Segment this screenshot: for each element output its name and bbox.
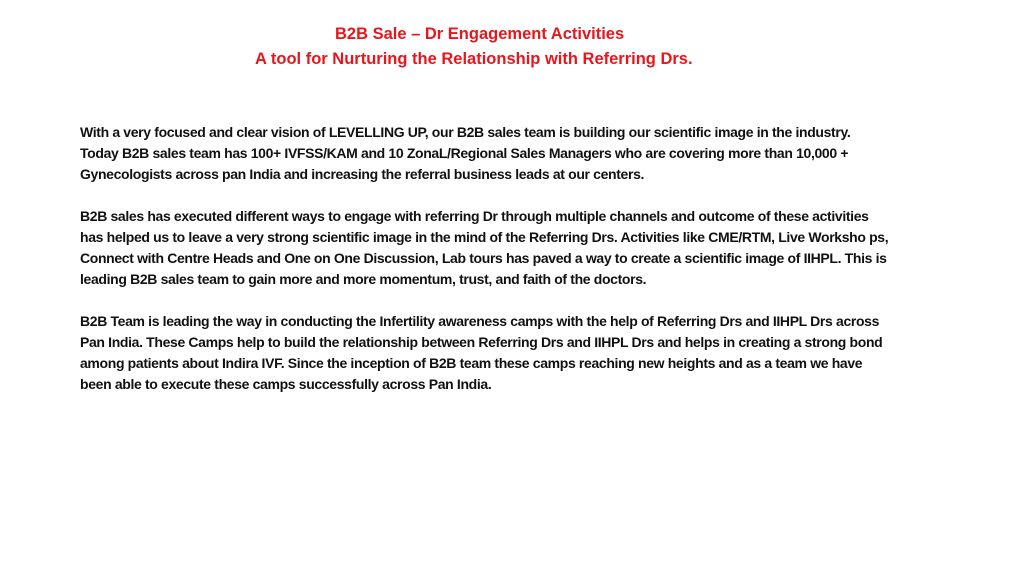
paragraph-engagement — [80, 206, 980, 290]
paragraph-line: been able to execute these camps successfully across Pan India. — [80, 376, 492, 392]
title-line-2: A tool for Nurturing the Relationship with Referring Drs. — [255, 50, 693, 68]
paragraph-line: Gynecologists across pan India and increasing the referral business leads at our centers. — [80, 166, 645, 182]
paragraph-line: B2B Team is leading the way in conducting the Infertility awareness camps with the help of Referring Drs and IIHPL Drs across — [80, 313, 880, 329]
paragraph-line: With a very focused and clear vision of LEVELLING UP, our B2B sales team is building our scientific image in the industry. — [80, 124, 851, 140]
paragraph-vision — [80, 122, 980, 185]
paragraph-line: has helped us to leave a very strong scientific image in the mind of the Referring Drs. Activities like CME/RTM, Live Worksho ps, — [80, 229, 889, 245]
paragraph-line: Connect with Centre Heads and One on One Discussion, Lab tours has paved a way to create a scientific image of IIHPL. This is — [80, 250, 887, 266]
body-text — [80, 122, 980, 416]
title-line-1: B2B Sale – Dr Engagement Activities — [335, 25, 625, 43]
paragraph-line: leading B2B sales team to gain more and more momentum, trust, and faith of the doctors. — [80, 271, 647, 287]
paragraph-line: Today B2B sales team has 100+ IVFSS/KAM and 10 ZonaL/Regional Sales Managers who are covering more than 10,000 + — [80, 145, 849, 161]
paragraph-line: Pan India. These Camps help to build the relationship between Referring Drs and IIHPL Drs and helps in creating a strong bond — [80, 334, 883, 350]
paragraph-line: B2B sales has executed different ways to engage with referring Dr through multiple channels and outcome of these activities — [80, 208, 869, 224]
paragraph-camps — [80, 311, 980, 395]
paragraph-line: among patients about Indira IVF. Since the inception of B2B team these camps reaching new heights and as a team we have — [80, 355, 863, 371]
